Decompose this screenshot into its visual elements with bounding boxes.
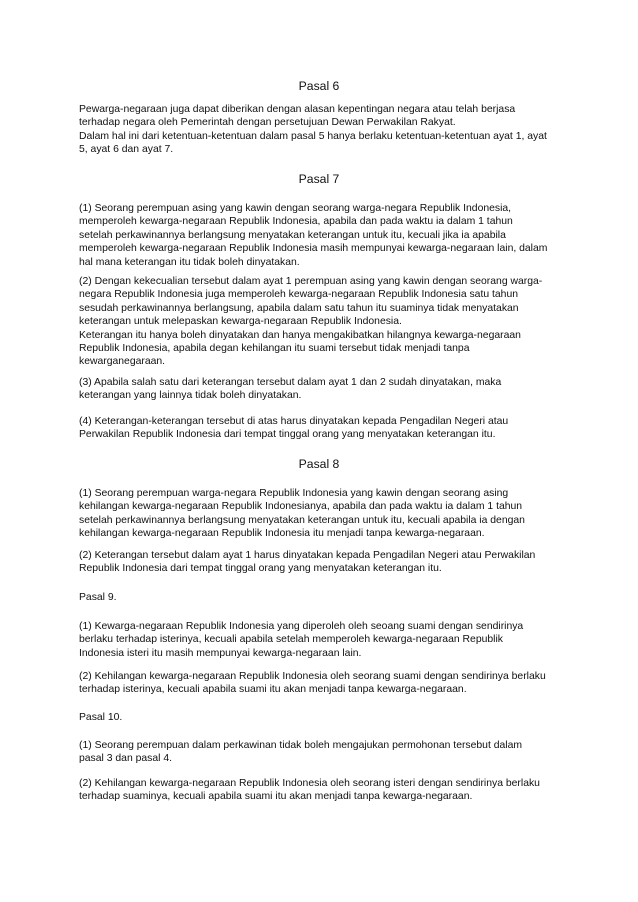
- pasal-10-heading: Pasal 10.: [79, 712, 123, 723]
- text-line: (2) Kehilangan kewarga-negaraan Republik Indonesia oleh seorang isteri dengan sendirinya berlaku: [79, 778, 540, 789]
- pasal-8-ayat-1: [79, 487, 569, 541]
- pasal-10-ayat-1: [79, 739, 569, 766]
- pasal-8-ayat-2: [79, 549, 569, 576]
- text-line: Pewarga-negaraan juga dapat diberikan dengan alasan kepentingan negara atau telah berjasa: [79, 104, 516, 115]
- pasal-9-heading: Pasal 9.: [79, 592, 117, 603]
- text-line: pasal 3 dan pasal 4.: [79, 753, 173, 765]
- text-line: keterangan untuk melepaskan kewarga-negaraan Republik Indonesia.: [79, 316, 402, 328]
- pasal-6-heading: Pasal 6: [298, 79, 340, 93]
- pasal-7-ayat-4: [79, 415, 569, 442]
- text-line: berlaku terhadap isterinya, kecuali apabila setelah memperoleh kewarga-negaraan Republik: [79, 634, 503, 646]
- text-line: (1) Seorang perempuan asing yang kawin dengan seorang warga-negara Republik Indonesia,: [79, 203, 512, 214]
- pasal-9-ayat-2: [79, 670, 569, 697]
- text-line: terhadap negara oleh Pemerintah dengan persetujuan Dewan Perwakilan Rakyat.: [79, 117, 456, 129]
- text-line: hal mana keterangan itu tidak boleh dinyatakan.: [79, 256, 300, 268]
- text-line: Perwakilan Republik Indonesia dari tempat tinggal orang yang menyatakan keterangan itu.: [79, 429, 496, 441]
- text-line: Dalam hal ini dari ketentuan-ketentuan dalam pasal 5 hanya berlaku ketentuan-ketentuan ayat 1, ayat: [79, 130, 547, 142]
- text-line: (2) Kehilangan kewarga-negaraan Republik Indonesia oleh seorang suami dengan sendirinya berlaku: [79, 671, 546, 682]
- text-line: sesudah perkawinannya berlangsung, apabila dalam satu tahun itu suaminya tidak menyatakan: [79, 302, 519, 314]
- text-line: kehilangan kewarga-negaraan Republik Indonesia itu menjadi tanpa kewarga-negaraan.: [79, 528, 485, 540]
- text-line: (4) Keterangan-keterangan tersebut di atas harus dinyatakan kepada Pengadilan Negeri atau: [79, 416, 509, 427]
- text-line: Republik Indonesia, apabila degan kehilangan itu suami tersebut tidak menjadi tanpa: [79, 343, 470, 355]
- pasal-6-paragraph: [79, 103, 569, 157]
- text-line: Republik Indonesia dari tempat tinggal orang yang menyatakan keterangan itu.: [79, 563, 442, 575]
- pasal-7-ayat-1: [79, 202, 569, 269]
- text-line: setelah perkawinannya berlangsung menyatakan keterangan untuk itu, kecuali jika ia apabila: [79, 229, 506, 241]
- text-line: memperoleh kewarga-negaraan Republik Indonesia masih mempunyai kewarga-negaraan lain, dalam: [79, 243, 548, 255]
- text-line: kewarganegaraan.: [79, 356, 166, 368]
- text-line: (3) Apabila salah satu dari keterangan tersebut dalam ayat 1 dan 2 sudah dinyatakan, maka: [79, 377, 502, 388]
- text-line: Keterangan itu hanya boleh dinyatakan dan hanya mengakibatkan hilangnya kewarga-negaraan: [79, 329, 521, 341]
- pasal-7-heading: Pasal 7: [298, 172, 340, 186]
- text-line: (2) Dengan kekecualian tersebut dalam ayat 1 perempuan asing yang kawin dengan seorang warga-: [79, 276, 543, 287]
- pasal-10-ayat-2: [79, 777, 569, 804]
- text-line: keterangan yang lainnya tidak boleh dinyatakan.: [79, 390, 302, 402]
- text-line: 5, ayat 6 dan ayat 7.: [79, 144, 174, 156]
- text-line: setelah perkawinannya berlangsung menyatakan keterangan untuk itu, kecuali apabila ia dengan: [79, 514, 525, 526]
- text-line: terhadap isterinya, kecuali apabila suami itu akan menjadi tanpa kewarga-negaraan.: [79, 684, 467, 696]
- text-line: kehilangan kewarga-negaraan Republik Indonesianya, apabila dan pada waktu ia dalam 1 tahun: [79, 501, 523, 513]
- text-line: Indonesia isteri itu masih mempunyai kewarga-negaraan lain.: [79, 647, 362, 659]
- pasal-9-ayat-1: [79, 620, 569, 660]
- text-line: (1) Kewarga-negaraan Republik Indonesia yang diperoleh oleh seoang suami dengan sendirinya: [79, 621, 524, 632]
- pasal-8-heading: Pasal 8: [298, 457, 340, 471]
- pasal-7-ayat-3: [79, 376, 569, 403]
- pasal-7-ayat-2: [79, 275, 569, 369]
- text-line: terhadap suaminya, kecuali apabila suami itu akan menjadi tanpa kewarga-negaraan.: [79, 791, 473, 803]
- text-line: (2) Keterangan tersebut dalam ayat 1 harus dinyatakan kepada Pengadilan Negeri atau Perwakilan: [79, 550, 536, 561]
- text-line: (1) Seorang perempuan dalam perkawinan tidak boleh mengajukan permohonan tersebut dalam: [79, 740, 523, 751]
- text-line: negara Republik Indonesia juga memperoleh kewarga-negaraan Republik Indonesia satu tahun: [79, 289, 519, 301]
- text-line: memperoleh kewarga-negaraan Republik Indonesia, apabila dan pada waktu ia dalam 1 tahun: [79, 216, 513, 228]
- text-line: (1) Seorang perempuan warga-negara Republik Indonesia yang kawin dengan seorang asing: [79, 488, 509, 499]
